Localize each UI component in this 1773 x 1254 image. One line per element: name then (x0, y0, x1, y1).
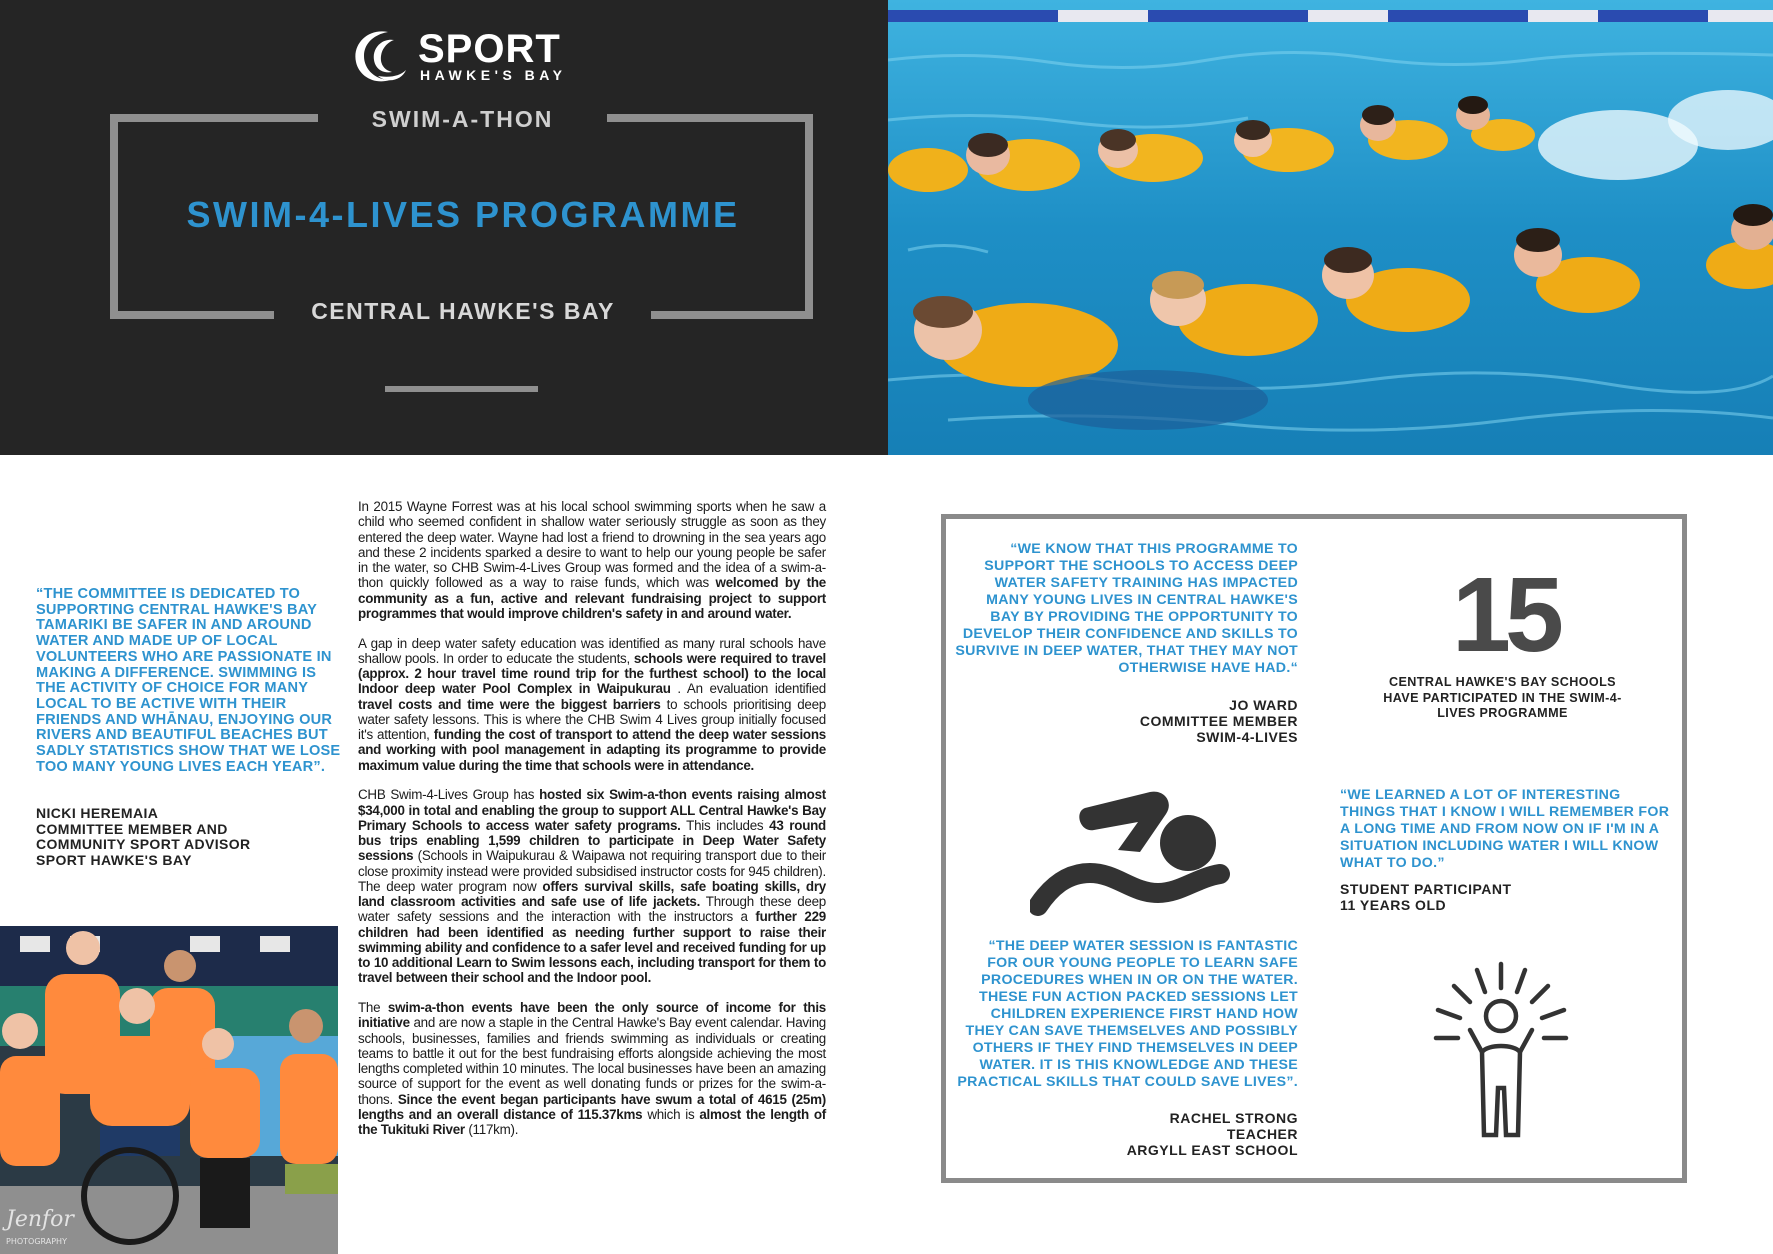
jo-ward-attribution (955, 697, 1298, 745)
attribution-line: COMMITTEE MEMBER (1139, 713, 1298, 729)
jo-ward-quote: “WE KNOW THAT THIS PROGRAMME TO SUPPORT THE SCHOOLS TO ACCESS DEEP WATER SAFETY TRAINING HAS IMPACTED MANY YOUNG LIVES IN CENTRAL HAWKE'S BAY BY PROVIDING THE OPPORTUNITY TO DEVELOP THEIR CONFIDENCE AND SKILLS TO SURVIVE IN DEEP WATER, THAT THEY MAY NOT OTHERWISE HAVE HAD.“ (955, 541, 1298, 676)
attribution-line: COMMITTEE MEMBER AND (36, 820, 228, 837)
nicki-quote: “THE COMMITTEE IS DEDICATED TO SUPPORTING CENTRAL HAWKE'S BAY TAMARIKI BE SAFER IN AND AROUND WATER AND MADE UP OF LOCAL VOLUNTEERS WHO ARE PASSIONATE IN MAKING A DIFFERENCE. SWIMMING IS THE ACTIVITY OF CHOICE FOR MANY LOCAL TO BE ACTIVE WITH THEIR FRIENDS AND WHĀNAU, ENJOYING OUR RIVERS AND BEAUTIFUL BEACHES BUT SADLY STATISTICS SHOW THAT WE LOSE TOO MANY YOUNG LIVES EACH YEAR”. (36, 586, 341, 775)
article-paragraph-2: A gap in deep water safety education was identified as many rural schools have shallow pools. In order to educate the students, schools were required to travel (approx. 2 hour travel time round trip for the furthest school) to the local Indoor deep water Pool Complex in Waipukurau . An evaluation identified travel costs and time were the biggest barriers to schools prioritising deep water safety lessons. This is where the CHB Swim 4 Lives group initially focused it's attention, funding the cost of transport to attend the deep water sessions and working with pool management in adapting its programme to provide maximum value during the time that schools were in attendance. (358, 635, 827, 773)
logo-wordmark: SPORT (418, 27, 561, 71)
student-quote: “WE LEARNED A LOT OF INTERESTING THINGS THAT I KNOW I WILL REMEMBER FOR A LONG TIME AND FROM NOW ON IF I'M IN A SITUATION INCLUDING WATER I WILL KNOW WHAT TO DO.” (1340, 787, 1670, 871)
celebrating-person-icon (1430, 960, 1572, 1138)
page-title: SWIM-4-LIVES PROGRAMME (186, 194, 740, 235)
schools-count: 15 (1452, 556, 1558, 674)
article-paragraph-4: The swim-a-thon events have been the only source of income for this initiative and are now a staple in the Central Hawke's Bay event calendar. Having schools, businesses, families and friends swimming as individuals or creating teams to battle it out for the best fundraising efforts alongside achieving the most lengths completed within 10 minutes. The local businesses have been an amazing source of support for the event as well donating funds or prizes for the swim-a-thons. Since the event began participants have swum a total of 4615 (25m) lengths and an overall distance of 115.37kms which is almost the length of the Tukituki River (117km). (358, 1000, 826, 1137)
article-body (358, 499, 826, 1152)
svg-text:Jenfor: Jenfor (6, 1207, 74, 1232)
header-subtitle-bottom: CENTRAL HAWKE'S BAY (311, 298, 615, 324)
logo-region: HAWKE'S BAY (420, 67, 567, 83)
article-paragraph-1: In 2015 Wayne Forrest was at his local school swimming sports when he saw a child who seemed confident in shallow water seriously struggle as soon as they entered the deep water. Wayne had lost a friend to drowning in the sea years ago and these 2 incidents sparked a desire to want to help our young people be safer in the water, so CHB Swim-4-Lives Group was formed and the idea of a swim-a-thon quickly followed as a way to raise funds, which was welcomed by the community as a fun, active and relevant fundraising project to support programmes that would improve children's safety in and around water. (358, 499, 826, 621)
frame-bottom-right (651, 311, 813, 319)
header-subtitle-top: SWIM-A-THON (371, 106, 554, 132)
attribution-line: NICKI HEREMAIA (36, 805, 159, 821)
photo-credit: PHOTOGRAPHY (6, 1237, 67, 1246)
swimmers-pool-photo (888, 0, 1773, 455)
attribution-line: 11 YEARS OLD (1340, 897, 1447, 913)
attribution-line: JO WARD (1229, 697, 1298, 713)
frame-top-right (607, 114, 813, 122)
attribution-line: STUDENT PARTICIPANT (1340, 881, 1512, 897)
attribution-line: TEACHER (1226, 1126, 1298, 1142)
attribution-line: ARGYLL EAST SCHOOL (1126, 1142, 1298, 1158)
header-divider (385, 386, 538, 392)
student-attribution (1340, 881, 1670, 913)
schools-count-caption: CENTRAL HAWKE'S BAY SCHOOLS HAVE PARTICIPATED IN THE SWIM-4-LIVES PROGRAMME (1383, 675, 1622, 720)
nicki-attribution (36, 806, 346, 869)
sport-hawkes-bay-logo-icon (348, 26, 410, 88)
swimmer-icon (1030, 778, 1235, 916)
rachel-strong-attribution (955, 1110, 1298, 1158)
article-paragraph-3: CHB Swim-4-Lives Group has hosted six Swim-a-thon events raising almost $34,000 in total and enabling the group to support ALL Central Hawke's Bay Primary Schools to access water safety programs. This includes 43 round bus trips enabling 1,599 children to participate in Deep Water Safety sessions (Schools in Waipukurau & Waipawa not requiring transport due to their close proximity instead were provided subsidised instructor costs for 945 children). The deep water program now offers survival skills, safe boating skills, dry land classroom activities and safe use of life jackets. Through these deep water safety sessions and the interaction with the instructors a further 229 children had been identified as needing further support to raise their swimming ability and confidence to a safer level and received funding for up to 10 additional Learn to Swim lessons each, including transport for them to travel between their school and the Indoor pool. (358, 787, 826, 986)
attribution-line: COMMUNITY SPORT ADVISOR (36, 836, 251, 853)
rachel-strong-quote: “THE DEEP WATER SESSION IS FANTASTIC FOR OUR YOUNG PEOPLE TO LEARN SAFE PROCEDURES WHEN IN OR ON THE WATER. THESE FUN ACTION PACKED SESSIONS LET CHILDREN EXPERIENCE FIRST HAND HOW THEY CAN SAVE THEMSELVES AND POSSIBLY OTHERS IF THEY FIND THEMSELVES IN DEEP WATER. IT IS THIS KNOWLEDGE AND THESE PRACTICAL SKILLS THAT COULD SAVE LIVES”. (957, 938, 1298, 1090)
committee-team-photo (0, 926, 338, 1254)
attribution-line: RACHEL STRONG (1169, 1110, 1298, 1126)
attribution-line: SPORT HAWKE'S BAY (36, 852, 192, 869)
attribution-line: SWIM-4-LIVES (1196, 729, 1298, 745)
frame-top-left (110, 114, 318, 122)
frame-bottom-left (110, 311, 274, 319)
